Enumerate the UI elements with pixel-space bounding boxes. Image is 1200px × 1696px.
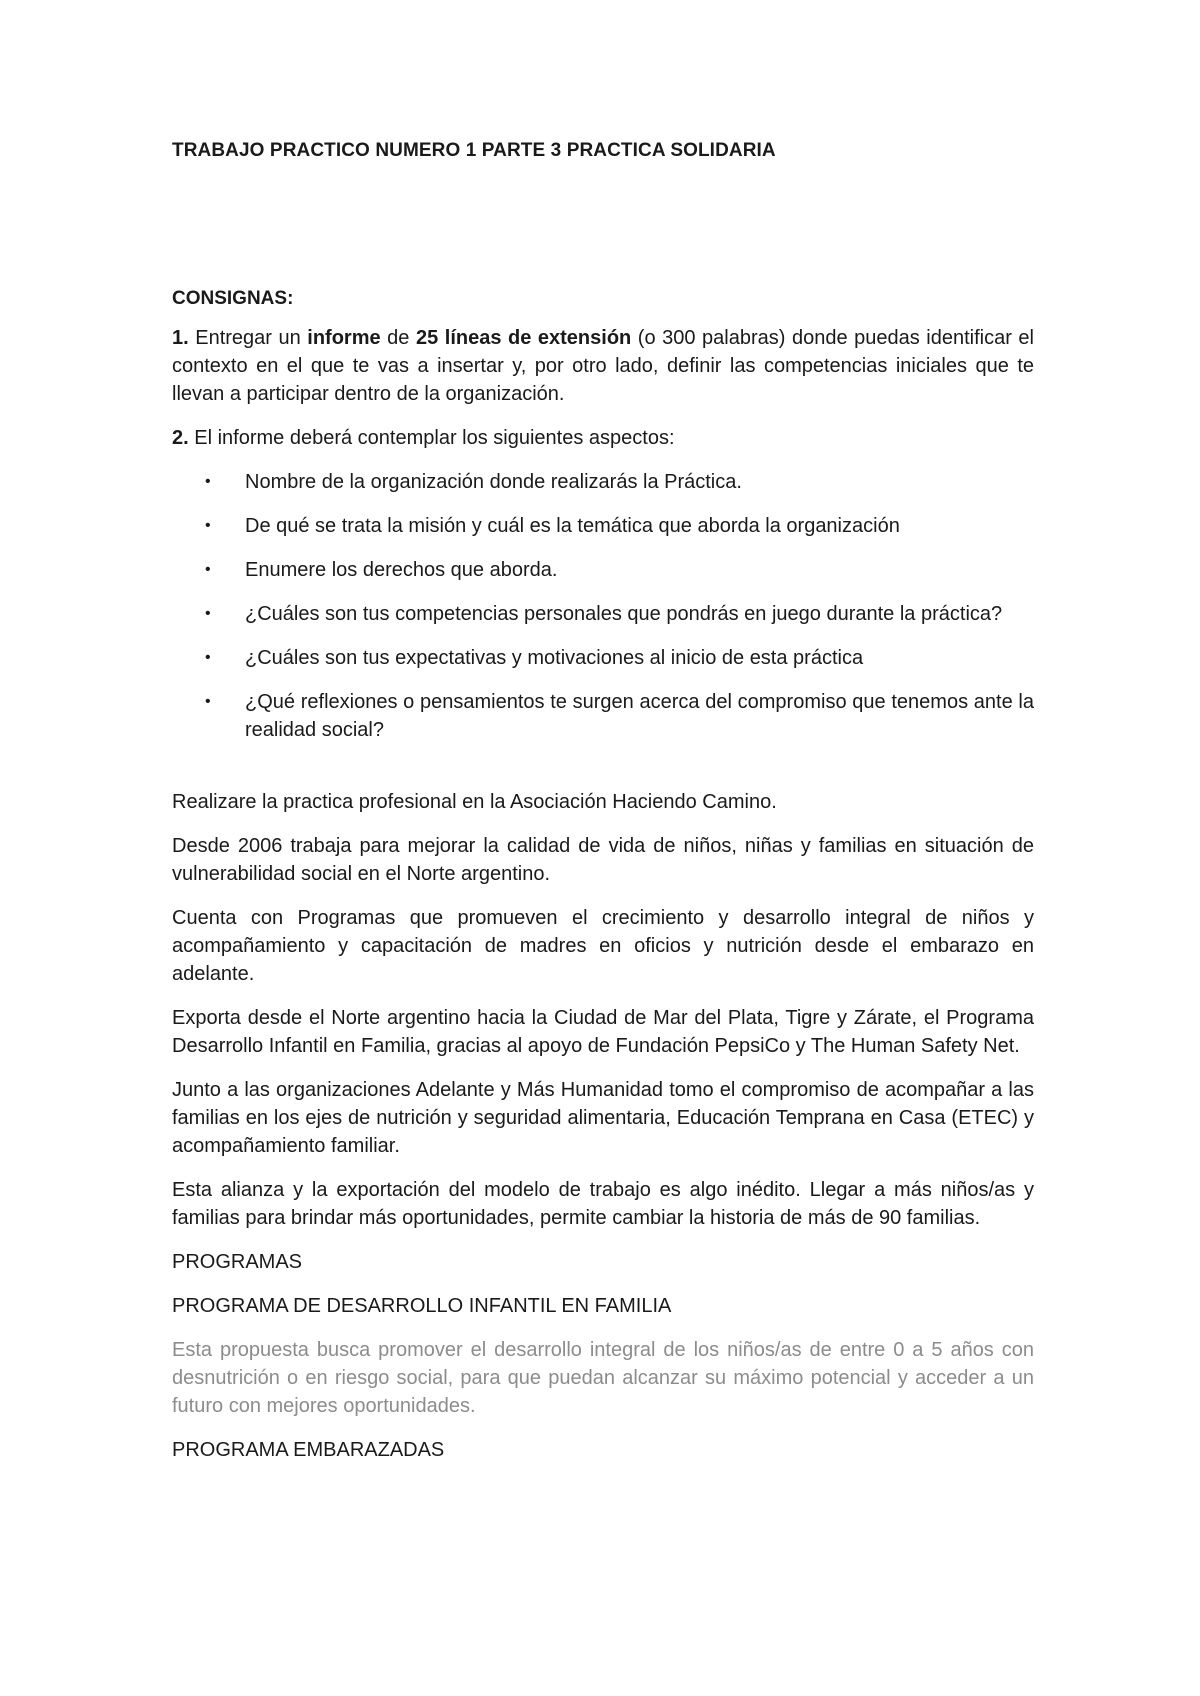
list-item bbox=[172, 556, 1034, 584]
bullet-icon: • bbox=[205, 561, 211, 578]
list-item bbox=[172, 512, 1034, 540]
consigna-1-text: de bbox=[380, 327, 416, 349]
consigna-1-text: (o 300 palabras) donde puedas identificar el contexto en el que te vas a insertar y, por otro lado, definir las competencias iniciales que te llevan a participar dentro de la organización. bbox=[172, 327, 1034, 405]
consigna-2-number: 2. bbox=[172, 427, 189, 449]
consigna-1 bbox=[172, 324, 1034, 408]
bullet-icon: • bbox=[205, 693, 211, 710]
spacer bbox=[172, 760, 1034, 788]
programa-desarrollo-heading: PROGRAMA DE DESARROLLO INFANTIL EN FAMILIA bbox=[172, 1295, 672, 1317]
list-item bbox=[172, 644, 1034, 672]
body-paragraph: Exporta desde el Norte argentino hacia la Ciudad de Mar del Plata, Tigre y Zárate, el Programa Desarrollo Infantil en Familia, gracias al apoyo de Fundación PepsiCo y The Human Safety Net. bbox=[172, 1007, 1034, 1057]
list-item bbox=[172, 688, 1034, 744]
list-item-text: Enumere los derechos que aborda. bbox=[245, 559, 558, 581]
consigna-2 bbox=[172, 424, 1034, 452]
consigna-2-text: El informe deberá contemplar los siguientes aspectos: bbox=[188, 427, 675, 449]
programas-heading: PROGRAMAS bbox=[172, 1251, 303, 1273]
list-item-text: ¿Cuáles son tus expectativas y motivaciones al inicio de esta práctica bbox=[245, 647, 864, 669]
list-item-text: Nombre de la organización donde realizarás la Práctica. bbox=[245, 471, 742, 493]
aspects-list bbox=[172, 468, 1034, 744]
body-paragraph: Realizare la practica profesional en la Asociación Haciendo Camino. bbox=[172, 791, 777, 813]
consigna-1-number: 1. bbox=[172, 327, 189, 349]
body-paragraph: Esta alianza y la exportación del modelo de trabajo es algo inédito. Llegar a más niños/as y familias para brindar más oportunidades, permite cambiar la historia de más de 90 familias. bbox=[172, 1179, 1034, 1229]
bullet-icon: • bbox=[205, 649, 211, 666]
consigna-1-bold-informe: informe bbox=[307, 327, 381, 349]
body-paragraph: Cuenta con Programas que promueven el crecimiento y desarrollo integral de niños y acompañamiento y capacitación de madres en oficios y nutrición desde el embarazo en adelante. bbox=[172, 907, 1034, 985]
programa-embarazadas-heading: PROGRAMA EMBARAZADAS bbox=[172, 1439, 445, 1461]
consigna-1-bold-extension: 25 líneas de extensión bbox=[415, 327, 632, 349]
consigna-1-text: Entregar un bbox=[188, 327, 308, 349]
list-item-text: ¿Cuáles son tus competencias personales que pondrás en juego durante la práctica? bbox=[245, 603, 1003, 625]
body-paragraph: Desde 2006 trabaja para mejorar la calidad de vida de niños, niñas y familias en situación de vulnerabilidad social en el Norte argentino. bbox=[172, 835, 1034, 885]
consignas-label: CONSIGNAS: bbox=[172, 288, 294, 309]
list-item-text: ¿Qué reflexiones o pensamientos te surgen acerca del compromiso que tenemos ante la realidad social? bbox=[245, 691, 1034, 741]
list-item-text: De qué se trata la misión y cuál es la temática que aborda la organización bbox=[245, 515, 900, 537]
body-paragraph: Junto a las organizaciones Adelante y Más Humanidad tomo el compromiso de acompañar a las familias en los ejes de nutrición y seguridad alimentaria, Educación Temprana en Casa (ETEC) y acompañamiento familiar. bbox=[172, 1079, 1034, 1157]
document-title: TRABAJO PRACTICO NUMERO 1 PARTE 3 PRACTICA SOLIDARIA bbox=[172, 140, 776, 161]
bullet-icon: • bbox=[205, 517, 211, 534]
bullet-icon: • bbox=[205, 473, 211, 490]
bullet-icon: • bbox=[205, 605, 211, 622]
list-item bbox=[172, 468, 1034, 496]
programa-desarrollo-text: Esta propuesta busca promover el desarrollo integral de los niños/as de entre 0 a 5 años con desnutrición o en riesgo social, para que puedan alcanzar su máximo potencial y acceder a un futuro con mejores oportunidades. bbox=[172, 1339, 1034, 1417]
list-item bbox=[172, 600, 1034, 628]
